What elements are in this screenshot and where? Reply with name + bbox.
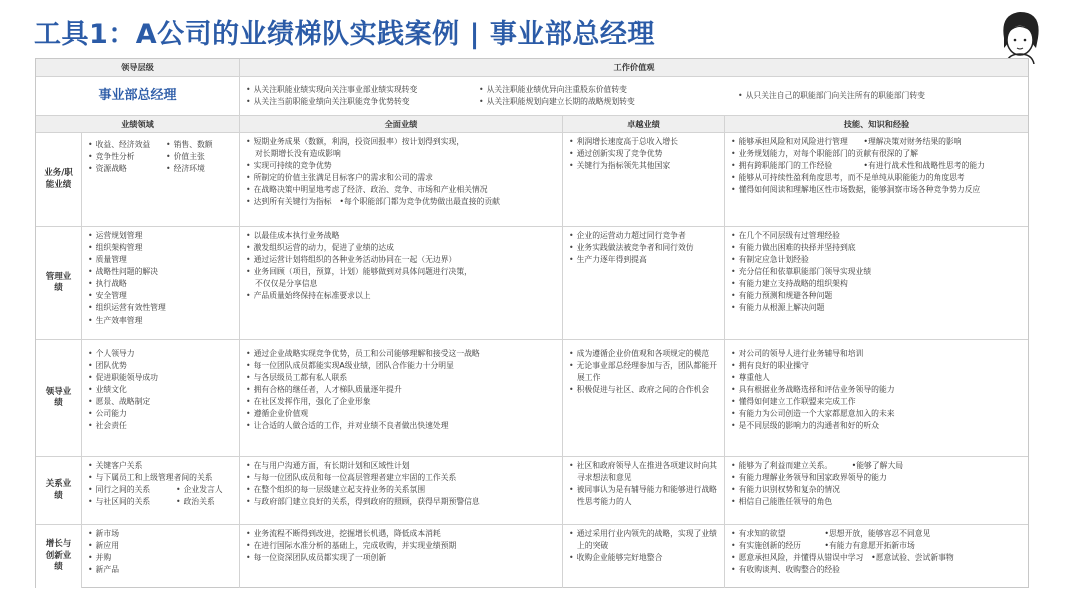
skills-cell — [724, 227, 1028, 339]
excellent-item: • 生产力逐年得到提高 — [569, 254, 718, 266]
area-item: • 社会责任 — [88, 420, 233, 432]
area-cell — [81, 133, 239, 226]
area-item: • 同行之间的关系 — [88, 484, 176, 496]
value-item: • 从关注职能业绩优异向注重股东价值转变 — [479, 84, 726, 96]
values-col-2 — [473, 77, 732, 115]
full-item: • 业务回顾（项目，预算，计划）能够做到对具体问题进行决策， — [246, 266, 556, 278]
skills-item: • 在几个不同层级有过管理经验 — [731, 230, 1022, 242]
skills-item: • 有能力为公司创造一个大家都愿意加入的未来 — [731, 408, 1022, 420]
excellent-item: • 关键行为指标领先其他国家 — [569, 160, 718, 172]
full-item: • 通过运营计划将组织的各种业务活动协同在一起（无边界） — [246, 254, 556, 266]
level-row — [36, 76, 1028, 115]
area-item: • 运营规划管理 — [88, 230, 233, 242]
value-item: • 从关注职能规划向建立长期的战略规划转变 — [479, 96, 726, 108]
area-item: • 生产效率管理 — [88, 315, 233, 327]
area-item: • 政治关系 — [176, 496, 215, 508]
full-item: • 每一位团队成员都能实现A级业绩，团队合作能力十分明显 — [246, 360, 556, 372]
area-item: • 新市场 — [88, 528, 233, 540]
skills-item: • 相信自己能胜任领导的角色 — [731, 496, 1022, 508]
full-item: • 与各层级员工都有私人联系 — [246, 372, 556, 384]
excellent-cell — [562, 457, 724, 524]
skills-cell — [724, 133, 1028, 226]
full-item: • 业务流程不断得到改进，挖掘增长机遇，降低成本消耗 — [246, 528, 556, 540]
full-item: • 每一位资深团队成员都实现了一项创新 — [246, 552, 556, 564]
area-item: • 资源战略 — [88, 163, 166, 175]
skills-item: • 能够承担风险和对风险进行管理 •理解决策对财务结果的影响 — [731, 136, 1022, 148]
full-item-cont: 不仅仅是分享信息 — [255, 279, 318, 289]
skills-item: • 有制定应急计划经验 — [731, 254, 1022, 266]
skills-item: • 尊重他人 — [731, 372, 1022, 384]
header-values: 工作价值观 — [239, 59, 1028, 76]
area-item: • 与社区间的关系 — [88, 496, 176, 508]
area-cell — [81, 457, 239, 524]
area-item: • 公司能力 — [88, 408, 233, 420]
full-item: • 以最佳成本执行业务战略 — [246, 230, 556, 242]
full-item: • 通过企业战略实现竞争优势，员工和公司能够理解和接受这一战略 — [246, 348, 556, 360]
skills-item: • 是不同层级的影响力的沟通者和好的听众 — [731, 420, 1022, 432]
table-row — [36, 456, 1028, 524]
header-excellent: 卓越业绩 — [562, 116, 724, 132]
full-item: • 产品质量始终保持在标准要求以上 — [246, 290, 556, 302]
full-item: • 在社区发挥作用，强化了企业形象 — [246, 396, 556, 408]
full-item: • 激发组织运营的动力，促进了业绩的达成 — [246, 242, 556, 254]
full-item: • 所制定的价值主张满足目标客户的需求和公司的需求 — [246, 172, 556, 184]
excellent-item: • 成为遵循企业价值观和各项规定的模范 — [569, 348, 718, 360]
area-cell — [81, 525, 239, 588]
skills-item: • 有能力预测和规避各种问题 — [731, 290, 1022, 302]
area-item: • 执行战略 — [88, 278, 233, 290]
level-name: 事业部总经理 — [98, 87, 177, 103]
area-item: • 个人领导力 — [88, 348, 233, 360]
skills-item: • 有能力建立支持战略的组织架构 — [731, 278, 1022, 290]
header-level: 领导层级 — [36, 59, 239, 76]
row-label: 关系业绩 — [36, 457, 81, 524]
area-item: • 竞争性分析 — [88, 151, 166, 163]
area-item: • 价值主张 — [166, 151, 205, 163]
excellent-item: • 社区和政府领导人在推进各项建议时向其寻求想法和意见 — [569, 460, 718, 484]
full-item: • 达到所有关键行为指标 •每个职能部门都为竞争优势做出最直接的贡献 — [246, 196, 556, 208]
full-item: • 与政府部门建立良好的关系，得到政府的照顾，获得早期预警信息 — [246, 496, 556, 508]
skills-item: • 有能力从根源上解决问题 — [731, 302, 1022, 314]
area-item: • 组织运营有效性管理 — [88, 302, 233, 314]
area-item: • 促进职能领导成功 — [88, 372, 233, 384]
skills-item: • 有能力理解业务领导和国家政界领导的能力 — [731, 472, 1022, 484]
full-item: • 拥有合格的继任者，人才梯队质量逐年提升 — [246, 384, 556, 396]
area-item: • 团队优势 — [88, 360, 233, 372]
skills-item: • 充分信任和依靠职能部门领导实现业绩 — [731, 266, 1022, 278]
row-label: 管理业绩 — [36, 227, 81, 339]
table-header-row — [36, 59, 1028, 76]
area-item: • 组织架构管理 — [88, 242, 233, 254]
full-cell — [239, 457, 562, 524]
excellent-item: • 被同事认为是有辅导能力和能够进行战略性思考能力的人 — [569, 484, 718, 508]
area-item: • 新应用 — [88, 540, 233, 552]
excellent-item: • 企业的运营动力超过同行竞争者 — [569, 230, 718, 242]
area-item: • 经济环境 — [166, 163, 205, 175]
full-item-cont: 对长期增长没有造成影响 — [255, 149, 341, 159]
header-full: 全面业绩 — [239, 116, 562, 132]
excellent-item: • 业务实践做法被竞争者和同行效仿 — [569, 242, 718, 254]
skills-item: • 有实施创新的经历 •有能力有意愿开拓新市场 — [731, 540, 1022, 552]
skills-item: • 有收购谈判、收购整合的经验 — [731, 564, 1022, 576]
header-skills: 技能、知识和经验 — [724, 116, 1028, 132]
full-item: • 在与用户沟通方面，有长期计划和区域性计划 — [246, 460, 556, 472]
person-avatar-icon — [990, 8, 1050, 64]
values-col-3 — [732, 77, 1028, 115]
table-row — [36, 339, 1028, 456]
table-subheader-row — [36, 115, 1028, 132]
skills-item: • 对公司的领导人进行业务辅导和培训 — [731, 348, 1022, 360]
row-label: 增长与创新业绩 — [36, 525, 81, 588]
full-cell — [239, 525, 562, 588]
full-cell — [239, 133, 562, 226]
performance-table — [35, 58, 1029, 588]
table-row — [36, 524, 1028, 588]
skills-item: • 能够从可持续性盈利角度思考，而不是单纯从职能能力的角度思考 — [731, 172, 1022, 184]
excellent-item: • 利润增长速度高于总收入增长 — [569, 136, 718, 148]
value-item: • 从关注当前职能业绩向关注职能竞争优势转变 — [246, 96, 467, 108]
skills-item: • 有求知的欲望 •思想开放，能够容忍不同意见 — [731, 528, 1022, 540]
area-cell — [81, 340, 239, 456]
skills-cell — [724, 457, 1028, 524]
excellent-item: • 收购企业能够完好地整合 — [569, 552, 718, 564]
skills-item: • 懂得如何阅读和理解地区性市场数据，能够洞察市场各种竞争势力反应 — [731, 184, 1022, 196]
full-cell — [239, 227, 562, 339]
excellent-cell — [562, 227, 724, 339]
full-item: • 短期业务成果（数额，利润，投资回报率）按计划得到实现， — [246, 136, 556, 148]
table-row — [36, 226, 1028, 339]
skills-cell — [724, 340, 1028, 456]
excellent-item: • 通过采用行业内领先的战略，实现了业绩上的突破 — [569, 528, 718, 552]
page-title: 工具1：A公司的业绩梯队实践案例 | 事业部总经理 — [34, 19, 655, 50]
full-item: • 在战略决策中明显地考虑了经济、政治、竞争、市场和产业相关情况 — [246, 184, 556, 196]
excellent-cell — [562, 133, 724, 226]
area-item: • 愿景、战略制定 — [88, 396, 233, 408]
skills-item: • 拥有良好的职业操守 — [731, 360, 1022, 372]
excellent-cell — [562, 340, 724, 456]
excellent-item: • 无论事业部总经理参加与否，团队都能开展工作 — [569, 360, 718, 384]
excellent-cell — [562, 525, 724, 588]
area-item: • 销售、数额 — [166, 139, 213, 151]
area-item: • 收益、经济效益 — [88, 139, 166, 151]
skills-item: • 有能力做出困难的抉择并坚持到底 — [731, 242, 1022, 254]
area-cell — [81, 227, 239, 339]
full-item: • 让合适的人做合适的工作，并对业绩不良者做出快速处理 — [246, 420, 556, 432]
skills-item: • 有能力识别权势和复杂的情况 — [731, 484, 1022, 496]
skills-item: • 懂得如何建立工作联盟来完成工作 — [731, 396, 1022, 408]
value-item: • 从只关注自己的职能部门向关注所有的职能部门转变 — [738, 90, 1022, 102]
table-row — [36, 132, 1028, 226]
skills-item: • 业务规划能力，对每个职能部门的贡献有很深的了解 — [731, 148, 1022, 160]
area-item: • 新产品 — [88, 564, 233, 576]
area-item: • 与下属员工和上级管理者间的关系 — [88, 472, 233, 484]
skills-cell — [724, 525, 1028, 588]
full-item: • 在进行国际水准分析的基础上，完成收购，并实现业绩预期 — [246, 540, 556, 552]
full-item: • 遵循企业价值观 — [246, 408, 556, 420]
full-item: • 在整个组织的每一层级建立起支持业务的关系氛围 — [246, 484, 556, 496]
header-area: 业绩领域 — [36, 116, 239, 132]
skills-item: • 具有根据业务战略选择和评估业务领导的能力 — [731, 384, 1022, 396]
excellent-item: • 积极促进与社区、政府之间的合作机会 — [569, 384, 718, 396]
area-item: • 质量管理 — [88, 254, 233, 266]
excellent-item: • 通过创新实现了竞争优势 — [569, 148, 718, 160]
area-item: • 业绩文化 — [88, 384, 233, 396]
skills-item: • 愿意承担风险，并懂得从错误中学习 •愿意试验、尝试新事物 — [731, 552, 1022, 564]
area-item: • 并购 — [88, 552, 233, 564]
full-cell — [239, 340, 562, 456]
value-item: • 从关注职能业绩实现向关注事业部业绩实现转变 — [246, 84, 467, 96]
area-item: • 安全管理 — [88, 290, 233, 302]
area-item: • 关键客户关系 — [88, 460, 233, 472]
skills-item: • 拥有跨职能部门的工作经验 •有进行战术性和战略性思考的能力 — [731, 160, 1022, 172]
row-label: 领导业绩 — [36, 340, 81, 456]
row-label: 业务/职能业绩 — [36, 133, 81, 226]
full-item: • 实现可持续的竞争优势 — [246, 160, 556, 172]
values-col-1 — [239, 77, 473, 115]
area-item: • 战略性问题的解决 — [88, 266, 233, 278]
area-item: • 企业发言人 — [176, 484, 223, 496]
skills-item: • 能够为了利益而建立关系。 •能够了解大局 — [731, 460, 1022, 472]
full-item: • 与每一位团队成员和每一位高层管理者建立牢固的工作关系 — [246, 472, 556, 484]
